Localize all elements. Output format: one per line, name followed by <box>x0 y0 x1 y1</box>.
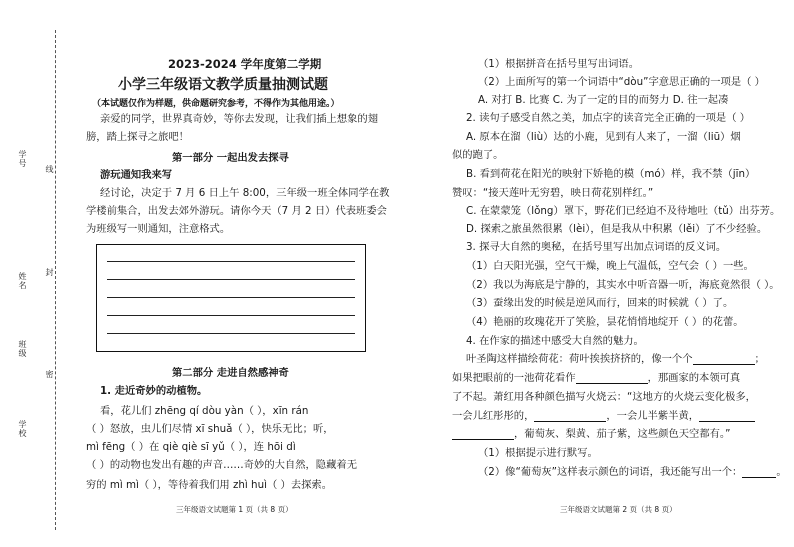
binding-feng: 封 <box>45 268 54 277</box>
r-q2-d: D. 探索之旅虽然很累（lèi），但是我从中积累（lěi）了不少经验。 <box>466 223 768 235</box>
r-q2-a-2: 似的跑了。 <box>452 149 504 161</box>
r-q3-heading: 3. 探寻大自然的奥秘，在括号里写出加点词语的反义词。 <box>466 241 727 253</box>
exam-title: 小学三年级语文教学质量抽测试题 <box>118 77 328 93</box>
notice-subheading: 游玩通知我来写 <box>100 169 173 181</box>
r-q4-line-5 <box>452 425 730 440</box>
school-year: 2023-2024 学年度第二学期 <box>168 57 322 71</box>
r-q2-b-2: 赞叹：“接天莲叶无穷碧，映日荷花别样红。” <box>452 187 654 199</box>
r-q1-1: （1）根据拼音在括号里写出词语。 <box>478 58 640 70</box>
page-1-footer: 三年级语文试题第 1 页（共 8 页） <box>176 505 293 514</box>
binding-dashed-line <box>55 30 56 530</box>
usage-note: （本试题仅作为样题，供命题研究参考，不得作为其他用途。） <box>92 99 340 109</box>
q1-line-2: （ ）怒放，虫儿们尽情 xī shuǎ（ ），快乐无比；听， <box>86 423 334 435</box>
writing-line <box>107 279 355 280</box>
r-q3-1: （1）白天阳光强，空气干燥，晚上气温低，空气会（ ）一些。 <box>466 260 754 272</box>
page-2-footer: 三年级语文试题第 2 页（共 8 页） <box>560 505 677 514</box>
q4-text: 如果把眼前的一池荷花看作 <box>452 372 576 384</box>
q4-text: ； <box>754 353 765 365</box>
answer-blank[interactable] <box>699 411 755 422</box>
notice-line-3: 为班级写一则通知，注意格式。 <box>86 223 231 235</box>
school-label: 学校 <box>18 420 27 438</box>
r-q3-4: （4）艳丽的玫瑰花开了笑脸，昙花悄悄地绽开（ ）的花蕾。 <box>466 316 744 328</box>
r-q1-2: （2）上面所写的第一个词语中“dòu”字意思正确的一项是（ ） <box>478 76 765 88</box>
writing-line <box>107 297 355 298</box>
class-label: 班级 <box>18 340 27 358</box>
q4-text: 叶圣陶这样描绘荷花：荷叶挨挨挤挤的，像一个个 <box>466 353 693 365</box>
r-q4-line-4 <box>452 407 755 422</box>
r-q4-heading: 4. 在作家的描述中感受大自然的魅力。 <box>466 335 644 347</box>
r-q3-3: （3）蚕缘出发的时候是逆风而行，回来的时候就（ ）了。 <box>466 297 734 309</box>
intro-line-2: 膀，踏上探寻之旅吧！ <box>86 131 189 143</box>
part-two-heading: 第二部分 走进自然感神奇 <box>172 367 289 379</box>
question-1-heading: 1. 走近奇妙的动植物。 <box>100 385 208 397</box>
answer-blank[interactable] <box>452 429 514 440</box>
r-q3-2: （2）我以为海底是宁静的，其实水中听音器一听，海底竟然很（ ）。 <box>466 279 780 291</box>
r-q2-heading: 2. 读句子感受自然之美，加点字的读音完全正确的一项是（ ） <box>466 112 751 124</box>
binding-mi: 密 <box>45 370 54 379</box>
q1-line-5: 穷的 mì mì（ ），等待着我们用 zhì huì（ ）去探索。 <box>86 479 333 491</box>
r-q2-a-1: A. 原本在溜（liù）达的小鹿，见到有人来了，一溜（liū）烟 <box>466 131 741 143</box>
q4-text: ，那画家的本领可真 <box>647 372 741 384</box>
r-q4-line-1 <box>466 350 765 365</box>
q4-text: 一会儿红彤彤的， <box>452 410 535 422</box>
answer-blank[interactable] <box>693 354 755 365</box>
notice-line-2: 学楼前集合，出发去郊外游玩。请你今天（7 月 2 日）代表班委会 <box>86 205 387 217</box>
q4-text: 。 <box>776 466 787 478</box>
notice-writing-box[interactable] <box>96 244 366 352</box>
answer-blank[interactable] <box>742 467 776 478</box>
r-q2-c: C. 在蒙蒙笼（lǒng）罩下，野花们已经迫不及待地吐（tǔ）出芬芳。 <box>466 205 781 217</box>
writing-line <box>107 261 355 262</box>
name-label: 姓名 <box>18 272 27 290</box>
writing-line <box>107 315 355 316</box>
q4-text: ，一会儿半紫半黄， <box>606 410 700 422</box>
q1-line-1: 看，花儿们 zhēng qí dòu yàn（ ），xīn rán <box>100 405 309 417</box>
r-q4-line-2 <box>452 369 740 384</box>
student-id-label: 学号 <box>18 150 27 168</box>
r-q4-sub-2 <box>478 463 787 478</box>
r-q4-line-3: 了不起。萧红用各种颜色描写火烧云：“这地方的火烧云变化极多， <box>452 391 756 403</box>
q4-text: （2）像“葡萄灰”这样表示颜色的词语，我还能写出一个： <box>478 466 743 478</box>
r-q4-sub-1: （1）根据提示进行默写。 <box>478 447 598 459</box>
r-q1-options: A. 对打 B. 比赛 C. 为了一定的目的而努力 D. 往一起凑 <box>478 94 729 106</box>
q4-text: ，葡萄灰、梨黄、茄子紫，这些颜色天空都有。” <box>514 428 731 440</box>
answer-blank[interactable] <box>534 411 606 422</box>
binding-xian: 线 <box>45 165 54 174</box>
r-q2-b-1: B. 看到荷花在阳光的映射下娇艳的模（mó）样，我不禁（jīn） <box>466 168 756 180</box>
q1-line-3: mì fēng（ ）在 qiè qiè sī yǔ（ ），连 hōi dì <box>86 441 296 453</box>
part-one-heading: 第一部分 一起出发去探寻 <box>172 152 289 164</box>
intro-line-1: 亲爱的同学，世界真奇妙，等你去发现，让我们插上想象的翅 <box>100 113 379 125</box>
notice-line-1: 经讨论，决定于 7 月 6 日上午 8:00，三年级一班全体同学在教 <box>100 187 390 199</box>
writing-line <box>107 333 355 334</box>
answer-blank[interactable] <box>576 373 648 384</box>
q1-line-4: （ ）的动物也发出有趣的声音……奇妙的大自然，隐藏着无 <box>86 459 357 471</box>
